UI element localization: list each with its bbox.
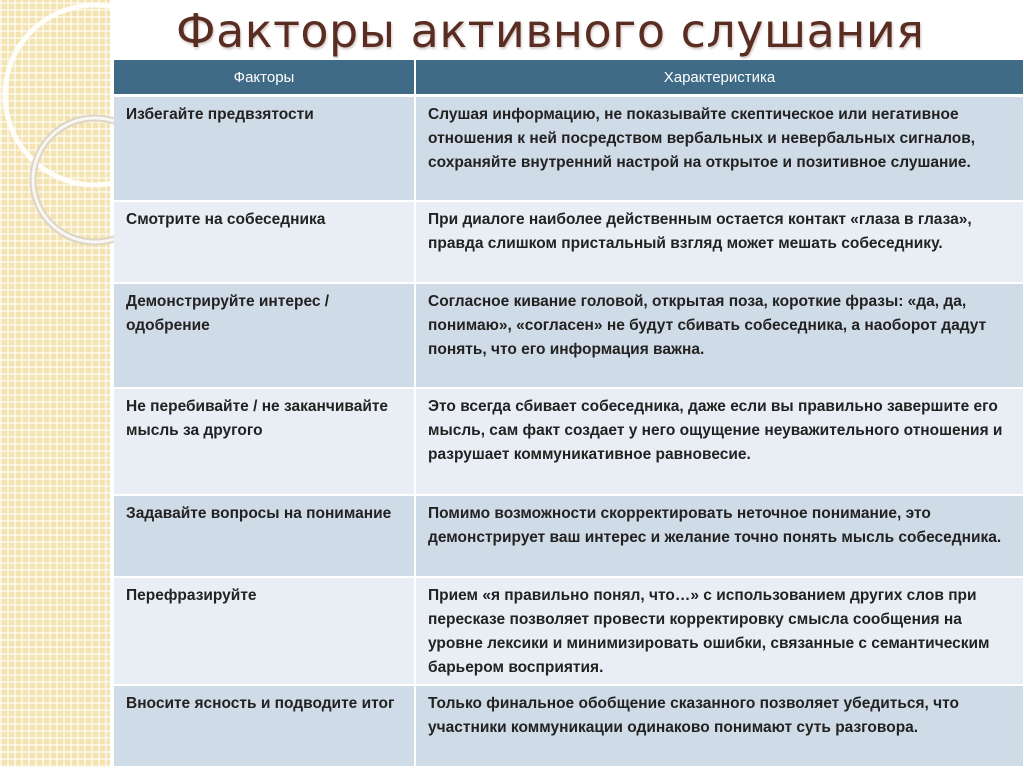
characteristic-cell: При диалоге наиболее действенным остается контакт «глаза в глаза», правда слишком пристальный взгляд может мешать собеседнику. (415, 201, 1024, 283)
characteristic-cell: Прием «я правильно понял, что…» с использованием других слов при пересказе позволяет провести корректировку смысла сообщения на уровне лексики и минимизировать ошибки, связанные с семантическим барьером восприятия. (415, 577, 1024, 685)
characteristic-cell: Это всегда сбивает собеседника, даже если вы правильно завершите его мысль, сам факт создает у него ощущение неуважительного отношения и разрушает коммуникативное равновесие. (415, 388, 1024, 495)
characteristic-cell: Согласное кивание головой, открытая поза, короткие фразы: «да, да, понимаю», «согласен» не будут сбивать собеседника, а наоборот дадут понять, что его информация важна. (415, 283, 1024, 388)
table-row (114, 283, 1024, 388)
table-row (114, 96, 1024, 201)
factor-cell: Задавайте вопросы на понимание (114, 495, 415, 577)
factor-cell: Вносите ясность и подводите итог (114, 685, 415, 767)
factor-cell: Перефразируйте (114, 577, 415, 685)
table-header-row (114, 60, 1024, 96)
table-row (114, 201, 1024, 283)
factor-cell: Избегайте предвзятости (114, 96, 415, 201)
table-row (114, 577, 1024, 685)
table-row (114, 495, 1024, 577)
characteristic-cell: Слушая информацию, не показывайте скептическое или негативное отношения к ней посредством вербальных и невербальных сигналов, сохраняйте внутренний настрой на открытое и позитивное слушание. (415, 96, 1024, 201)
column-header-factors: Факторы (114, 60, 415, 96)
page-title: Факторы активного слушания (176, 4, 925, 58)
factor-cell: Смотрите на собеседника (114, 201, 415, 283)
ring-large (5, 5, 130, 185)
factor-cell: Не перебивайте / не заканчивайте мысль за другого (114, 388, 415, 495)
table-row (114, 388, 1024, 495)
table-row (114, 685, 1024, 767)
column-header-characteristic: Характеристика (415, 60, 1024, 96)
decorative-rings (0, 0, 130, 300)
characteristic-cell: Только финальное обобщение сказанного позволяет убедиться, что участники коммуникации одинаково понимают суть разговора. (415, 685, 1024, 767)
characteristic-cell: Помимо возможности скорректировать неточное понимание, это демонстрирует ваш интерес и желание точно понять мысль собеседника. (415, 495, 1024, 577)
factors-table (114, 60, 1024, 768)
factor-cell: Демонстрируйте интерес / одобрение (114, 283, 415, 388)
